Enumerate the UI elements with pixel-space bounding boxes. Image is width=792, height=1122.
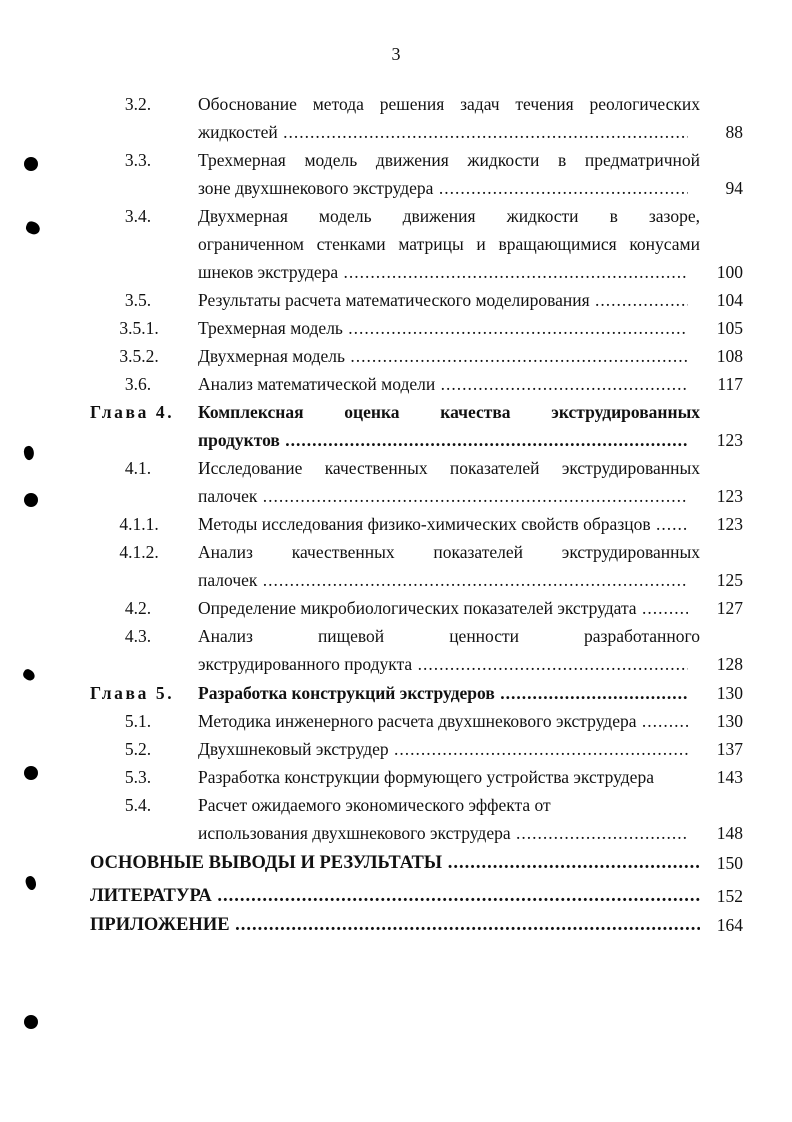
chapter-number: Глава 4. [90,402,175,422]
toc-entry [0,147,792,173]
entry-number: 3.2. [124,94,152,114]
section-page: 164 [716,915,743,935]
entry-number: 5.3. [124,767,152,787]
entry-number: 4.1. [124,458,152,478]
entry-number: 4.1.2. [119,542,159,562]
entry-page: 123 [716,514,743,534]
toc-entry-cont [0,175,792,201]
entry-title: Трехмерная модель движения жидкости в предматричной [198,150,700,170]
entry-number: 4.3. [124,626,152,646]
entry-page: 105 [716,318,743,338]
entry-title: экструдированного продукта ..... [198,651,688,677]
entry-number: 3.4. [124,206,152,226]
chapter-title: Комплексная оценка качества экструдированных [198,402,700,422]
toc-entry-cont [0,259,792,285]
entry-page: 148 [716,823,743,843]
binder-hole [24,1015,38,1029]
toc-entry-cont [0,820,792,846]
entry-number: 4.2. [124,598,152,618]
toc-section [0,850,792,876]
entry-page: 104 [716,290,743,310]
toc-entry [0,708,792,734]
toc-entry [0,455,792,481]
entry-title: использования двухшнекового экструдера ..... [198,820,688,846]
section-page: 152 [716,886,743,906]
entry-title: Трехмерная модель ..... [198,315,688,341]
entry-number: 4.1.1. [119,514,159,534]
section-title: ЛИТЕРАТУРА ..... [90,883,700,909]
section-title: ПРИЛОЖЕНИЕ ..... [90,912,700,938]
toc-entry-cont [0,231,792,257]
section-page: 150 [716,853,743,873]
entry-page: 100 [716,262,743,282]
toc-entry [0,511,792,537]
entry-number: 3.5.1. [119,318,159,338]
toc-chapter [0,399,792,425]
toc-entry [0,792,792,818]
entry-title: Анализ математической модели ..... [198,371,688,397]
toc-chapter-cont [0,427,792,453]
entry-number: 5.4. [124,795,152,815]
entry-title: Определение микробиологических показателей экструдата ..... [198,595,688,621]
entry-page: 88 [725,122,743,142]
toc-entry [0,623,792,649]
entry-title: Методы исследования физико-химических свойств образцов ..... [198,511,688,537]
binder-hole [24,157,38,171]
entry-number: 5.1. [124,711,152,731]
entry-title: Двухмерная модель ..... [198,343,688,369]
entry-page: 123 [716,430,743,450]
entry-title: Двухшнековый экструдер ..... [198,736,688,762]
binder-hole [24,766,38,780]
chapter-number: Глава 5. [90,683,175,703]
entry-page: 143 [716,767,743,787]
entry-title: Результаты расчета математического моделирования ..... [198,287,688,313]
toc-entry [0,315,792,341]
entry-title: Разработка конструкции формующего устройства экструдера [198,767,654,787]
toc-entry-cont [0,483,792,509]
entry-page: 123 [716,486,743,506]
entry-number: 3.3. [124,150,152,170]
binder-hole [24,493,38,507]
entry-title: Методика инженерного расчета двухшнекового экструдера ..... [198,708,688,734]
entry-page: 130 [716,683,743,703]
entry-page: 94 [725,178,743,198]
entry-number: 3.5.2. [119,346,159,366]
toc-chapter [0,680,792,706]
entry-page: 127 [716,598,743,618]
entry-page: 137 [716,739,743,759]
entry-title: палочек ..... [198,483,688,509]
toc-entry [0,736,792,762]
entry-page: 117 [717,374,743,394]
entry-title: Расчет ожидаемого экономического эффекта от [198,795,551,815]
entry-title: Анализ качественных показателей экструдированных [198,542,700,562]
entry-number: 3.6. [124,374,152,394]
entry-title: жидкостей ..... [198,119,688,145]
toc-section [0,912,792,938]
toc-entry [0,287,792,313]
toc-section [0,883,792,909]
chapter-title: Разработка конструкций экструдеров ..... [198,680,688,706]
toc-entry [0,595,792,621]
toc-entry [0,764,792,790]
page-number: 3 [391,44,401,64]
section-title: ОСНОВНЫЕ ВЫВОДЫ И РЕЗУЛЬТАТЫ ..... [90,850,700,876]
entry-number: 3.5. [124,290,152,310]
chapter-title: продуктов ..... [198,427,688,453]
entry-title: ограниченном стенками матрицы и вращающимися конусами [198,234,700,254]
entry-title: палочек ..... [198,567,688,593]
entry-title: Исследование качественных показателей экструдированных [198,458,700,478]
toc-entry [0,539,792,565]
entry-title: шнеков экструдера ..... [198,259,688,285]
toc-entry-cont [0,651,792,677]
toc-entry [0,371,792,397]
entry-title: Анализ пищевой ценности разработанного [198,626,700,646]
entry-number: 5.2. [124,739,152,759]
toc-entry [0,343,792,369]
toc-entry-cont [0,567,792,593]
toc-entry [0,203,792,229]
entry-title: зоне двухшнекового экструдера ..... [198,175,688,201]
entry-page: 128 [716,654,743,674]
toc-entry [0,91,792,117]
entry-page: 130 [716,711,743,731]
toc-entry-cont [0,119,792,145]
entry-page: 108 [716,346,743,366]
entry-title: Обоснование метода решения задач течения реологических [198,94,700,114]
entry-title: Двухмерная модель движения жидкости в зазоре, [198,206,700,226]
entry-page: 125 [716,570,743,590]
